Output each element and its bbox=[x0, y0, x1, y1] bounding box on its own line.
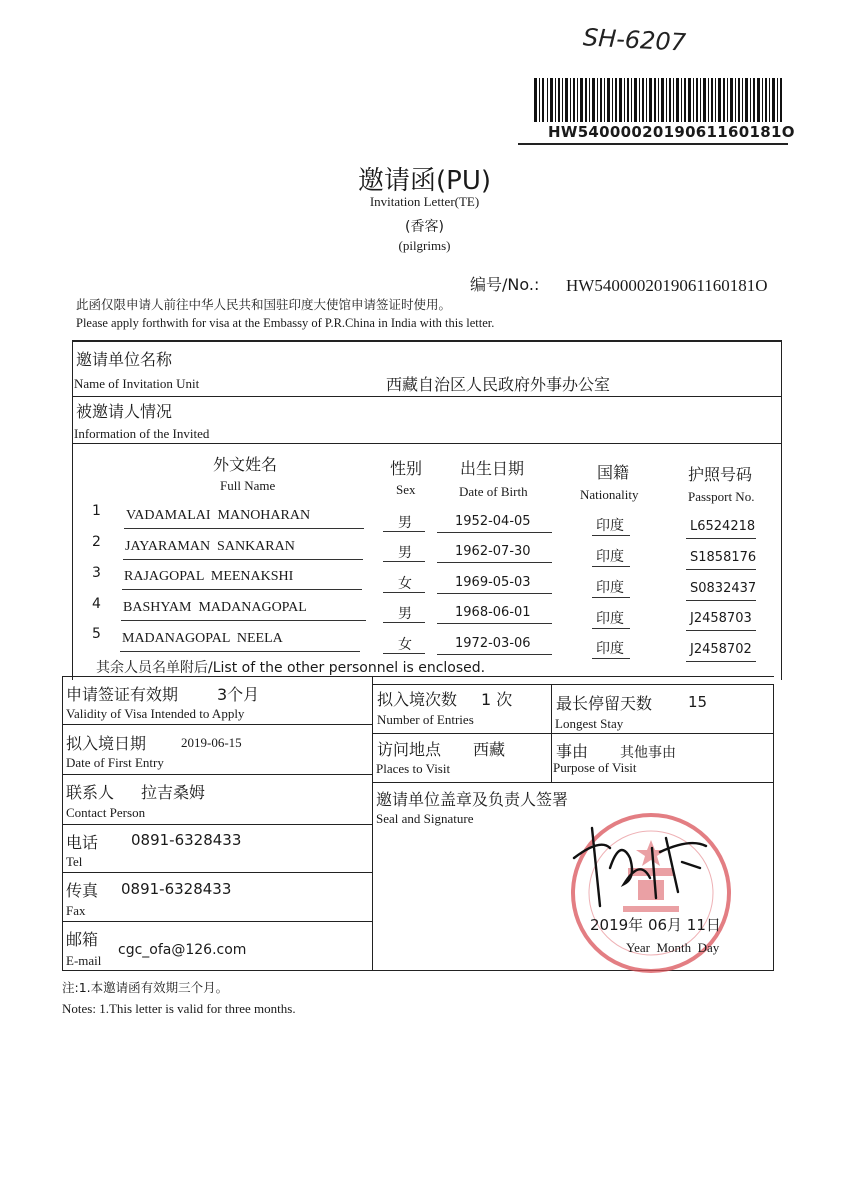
grid-line-4 bbox=[62, 824, 372, 825]
barcode-underline bbox=[518, 143, 788, 145]
stay-label-en: Longest Stay bbox=[555, 716, 624, 731]
fax-label-en: Fax bbox=[66, 903, 86, 918]
person-name: MADANAGOPAL NEELA bbox=[122, 631, 283, 646]
col-passport-cn: 护照号码 bbox=[688, 465, 753, 484]
contact-label-cn: 联系人 bbox=[66, 783, 115, 802]
email-label-en: E-mail bbox=[66, 953, 102, 968]
contact-label-en: Contact Person bbox=[66, 805, 146, 820]
grid-line-1b bbox=[372, 684, 774, 685]
grid-mid bbox=[372, 676, 373, 970]
col-sex-cn: 性别 bbox=[390, 459, 423, 478]
person-passport: S0832437 bbox=[690, 581, 757, 596]
seal-label-cn: 邀请单位盖章及负责人签署 bbox=[376, 790, 569, 809]
places-label-en: Places to Visit bbox=[376, 761, 451, 776]
first-entry-label-cn: 拟入境日期 bbox=[66, 734, 147, 753]
col-dob-cn: 出生日期 bbox=[460, 459, 525, 478]
grid-line-6 bbox=[62, 921, 372, 922]
purpose-label-en: Purpose of Visit bbox=[553, 760, 637, 775]
fax-label-cn: 传真 bbox=[66, 881, 99, 900]
unit-value: 西藏自治区人民政府外事办公室 bbox=[386, 375, 611, 394]
person-sex: 女 bbox=[398, 576, 412, 592]
person-no: 1 bbox=[92, 503, 101, 519]
contact-value: 拉吉桑姆 bbox=[141, 783, 206, 802]
purpose-label-cn: 事由 bbox=[556, 742, 589, 761]
first-entry-label-en: Date of First Entry bbox=[66, 755, 164, 770]
validity-label-en: Validity of Visa Intended to Apply bbox=[66, 706, 245, 721]
person-name: VADAMALAI MANOHARAN bbox=[126, 508, 311, 523]
grid-line-5 bbox=[62, 872, 372, 873]
entries-label-cn: 拟入境次数 bbox=[377, 690, 458, 709]
col-name-cn: 外文姓名 bbox=[213, 455, 278, 474]
notes-chinese: 注:1.本邀请函有效期三个月。 bbox=[62, 980, 229, 995]
others-note: 其余人员名单附后/List of the other personnel is enclosed. bbox=[96, 660, 486, 676]
purpose-value: 其他事由 bbox=[620, 745, 676, 761]
tel-label-en: Tel bbox=[66, 854, 83, 869]
col-sex-en: Sex bbox=[396, 482, 416, 497]
handwritten-reference: SH-6207 bbox=[582, 23, 687, 57]
person-sex: 男 bbox=[398, 515, 412, 531]
person-nationality: 印度 bbox=[596, 641, 624, 657]
person-name: JAYARAMAN SANKARAN bbox=[125, 539, 295, 554]
barcode-text: HW5400002019061160181O bbox=[548, 123, 795, 141]
person-passport: L6524218 bbox=[690, 519, 756, 534]
subtitle-chinese: (香客) bbox=[405, 219, 444, 235]
first-entry-value: 2019-06-15 bbox=[181, 735, 242, 750]
signature bbox=[570, 818, 710, 908]
person-nationality: 印度 bbox=[596, 518, 624, 534]
grid-line-1 bbox=[62, 676, 774, 677]
stay-value: 15 bbox=[688, 693, 708, 711]
unit-label-cn: 邀请单位名称 bbox=[76, 350, 173, 369]
person-no: 3 bbox=[92, 565, 101, 581]
col-nat-cn: 国籍 bbox=[597, 463, 630, 482]
grid-line-3 bbox=[62, 774, 372, 775]
entries-value: 1 次 bbox=[481, 690, 513, 709]
person-passport: S1858176 bbox=[690, 550, 757, 565]
subtitle-english: (pilgrims) bbox=[398, 238, 451, 253]
person-sex: 男 bbox=[398, 606, 412, 622]
person-name: BASHYAM MADANAGOPAL bbox=[123, 600, 307, 615]
col-name-en: Full Name bbox=[220, 478, 276, 493]
row-divider-unit bbox=[72, 396, 782, 397]
seal-date: 2019年 06月 11日 bbox=[590, 916, 721, 934]
person-no: 4 bbox=[92, 596, 101, 612]
validity-value: 3个月 bbox=[217, 685, 260, 704]
grid-line-2 bbox=[62, 724, 372, 725]
unit-label-en: Name of Invitation Unit bbox=[74, 376, 200, 391]
entries-label-en: Number of Entries bbox=[377, 712, 474, 727]
person-dob: 1968-06-01 bbox=[455, 605, 531, 620]
number-value: HW5400002019061160181O bbox=[566, 276, 768, 295]
notice-english: Please apply forthwith for visa at the Embassy of P.R.China in India with this letter. bbox=[76, 316, 495, 330]
person-dob: 1962-07-30 bbox=[455, 544, 531, 559]
number-label: 编号/No.: bbox=[470, 275, 540, 294]
person-dob: 1972-03-06 bbox=[455, 636, 531, 651]
invited-label-en: Information of the Invited bbox=[74, 426, 210, 441]
grid-col3 bbox=[551, 684, 552, 782]
col-passport-en: Passport No. bbox=[688, 489, 755, 504]
barcode bbox=[524, 78, 788, 122]
col-dob-en: Date of Birth bbox=[459, 484, 528, 499]
person-dob: 1952-04-05 bbox=[455, 514, 531, 529]
form-right-border bbox=[781, 340, 782, 680]
tel-label-cn: 电话 bbox=[66, 833, 99, 852]
tel-value: 0891-6328433 bbox=[131, 831, 242, 849]
row-divider-invited bbox=[72, 443, 782, 444]
person-sex: 女 bbox=[398, 637, 412, 653]
notice-chinese: 此函仅限申请人前往中华人民共和国驻印度大使馆申请签证时使用。 bbox=[76, 297, 452, 312]
person-nationality: 印度 bbox=[596, 611, 624, 627]
grid-right bbox=[773, 684, 774, 970]
form-left-border bbox=[72, 340, 73, 680]
fax-value: 0891-6328433 bbox=[121, 880, 232, 898]
person-name: RAJAGOPAL MEENAKSHI bbox=[124, 569, 294, 584]
places-value: 西藏 bbox=[473, 740, 506, 759]
grid-line-3b bbox=[372, 782, 774, 783]
notes-english: Notes: 1.This letter is valid for three months. bbox=[62, 1001, 296, 1016]
person-no: 2 bbox=[92, 534, 101, 550]
validity-label-cn: 申请签证有效期 bbox=[66, 685, 179, 704]
person-no: 5 bbox=[92, 626, 101, 642]
grid-line-2b bbox=[372, 733, 774, 734]
invited-label-cn: 被邀请人情况 bbox=[76, 402, 173, 421]
seal-date-en: Year Month Day bbox=[626, 940, 720, 955]
stay-label-cn: 最长停留天数 bbox=[556, 694, 653, 713]
col-nat-en: Nationality bbox=[580, 487, 639, 502]
grid-left bbox=[62, 676, 63, 970]
person-sex: 男 bbox=[398, 545, 412, 561]
email-label-cn: 邮箱 bbox=[66, 930, 99, 949]
title-english: Invitation Letter(TE) bbox=[369, 194, 480, 209]
person-nationality: 印度 bbox=[596, 580, 624, 596]
person-passport: J2458702 bbox=[690, 642, 752, 657]
email-value: cgc_ofa@126.com bbox=[118, 942, 247, 958]
person-dob: 1969-05-03 bbox=[455, 575, 531, 590]
seal-label-en: Seal and Signature bbox=[376, 811, 474, 826]
person-nationality: 印度 bbox=[596, 549, 624, 565]
form-top-border bbox=[72, 340, 782, 342]
person-passport: J2458703 bbox=[690, 611, 752, 626]
places-label-cn: 访问地点 bbox=[377, 740, 442, 759]
page-title: 邀请函(PU) bbox=[358, 166, 491, 196]
